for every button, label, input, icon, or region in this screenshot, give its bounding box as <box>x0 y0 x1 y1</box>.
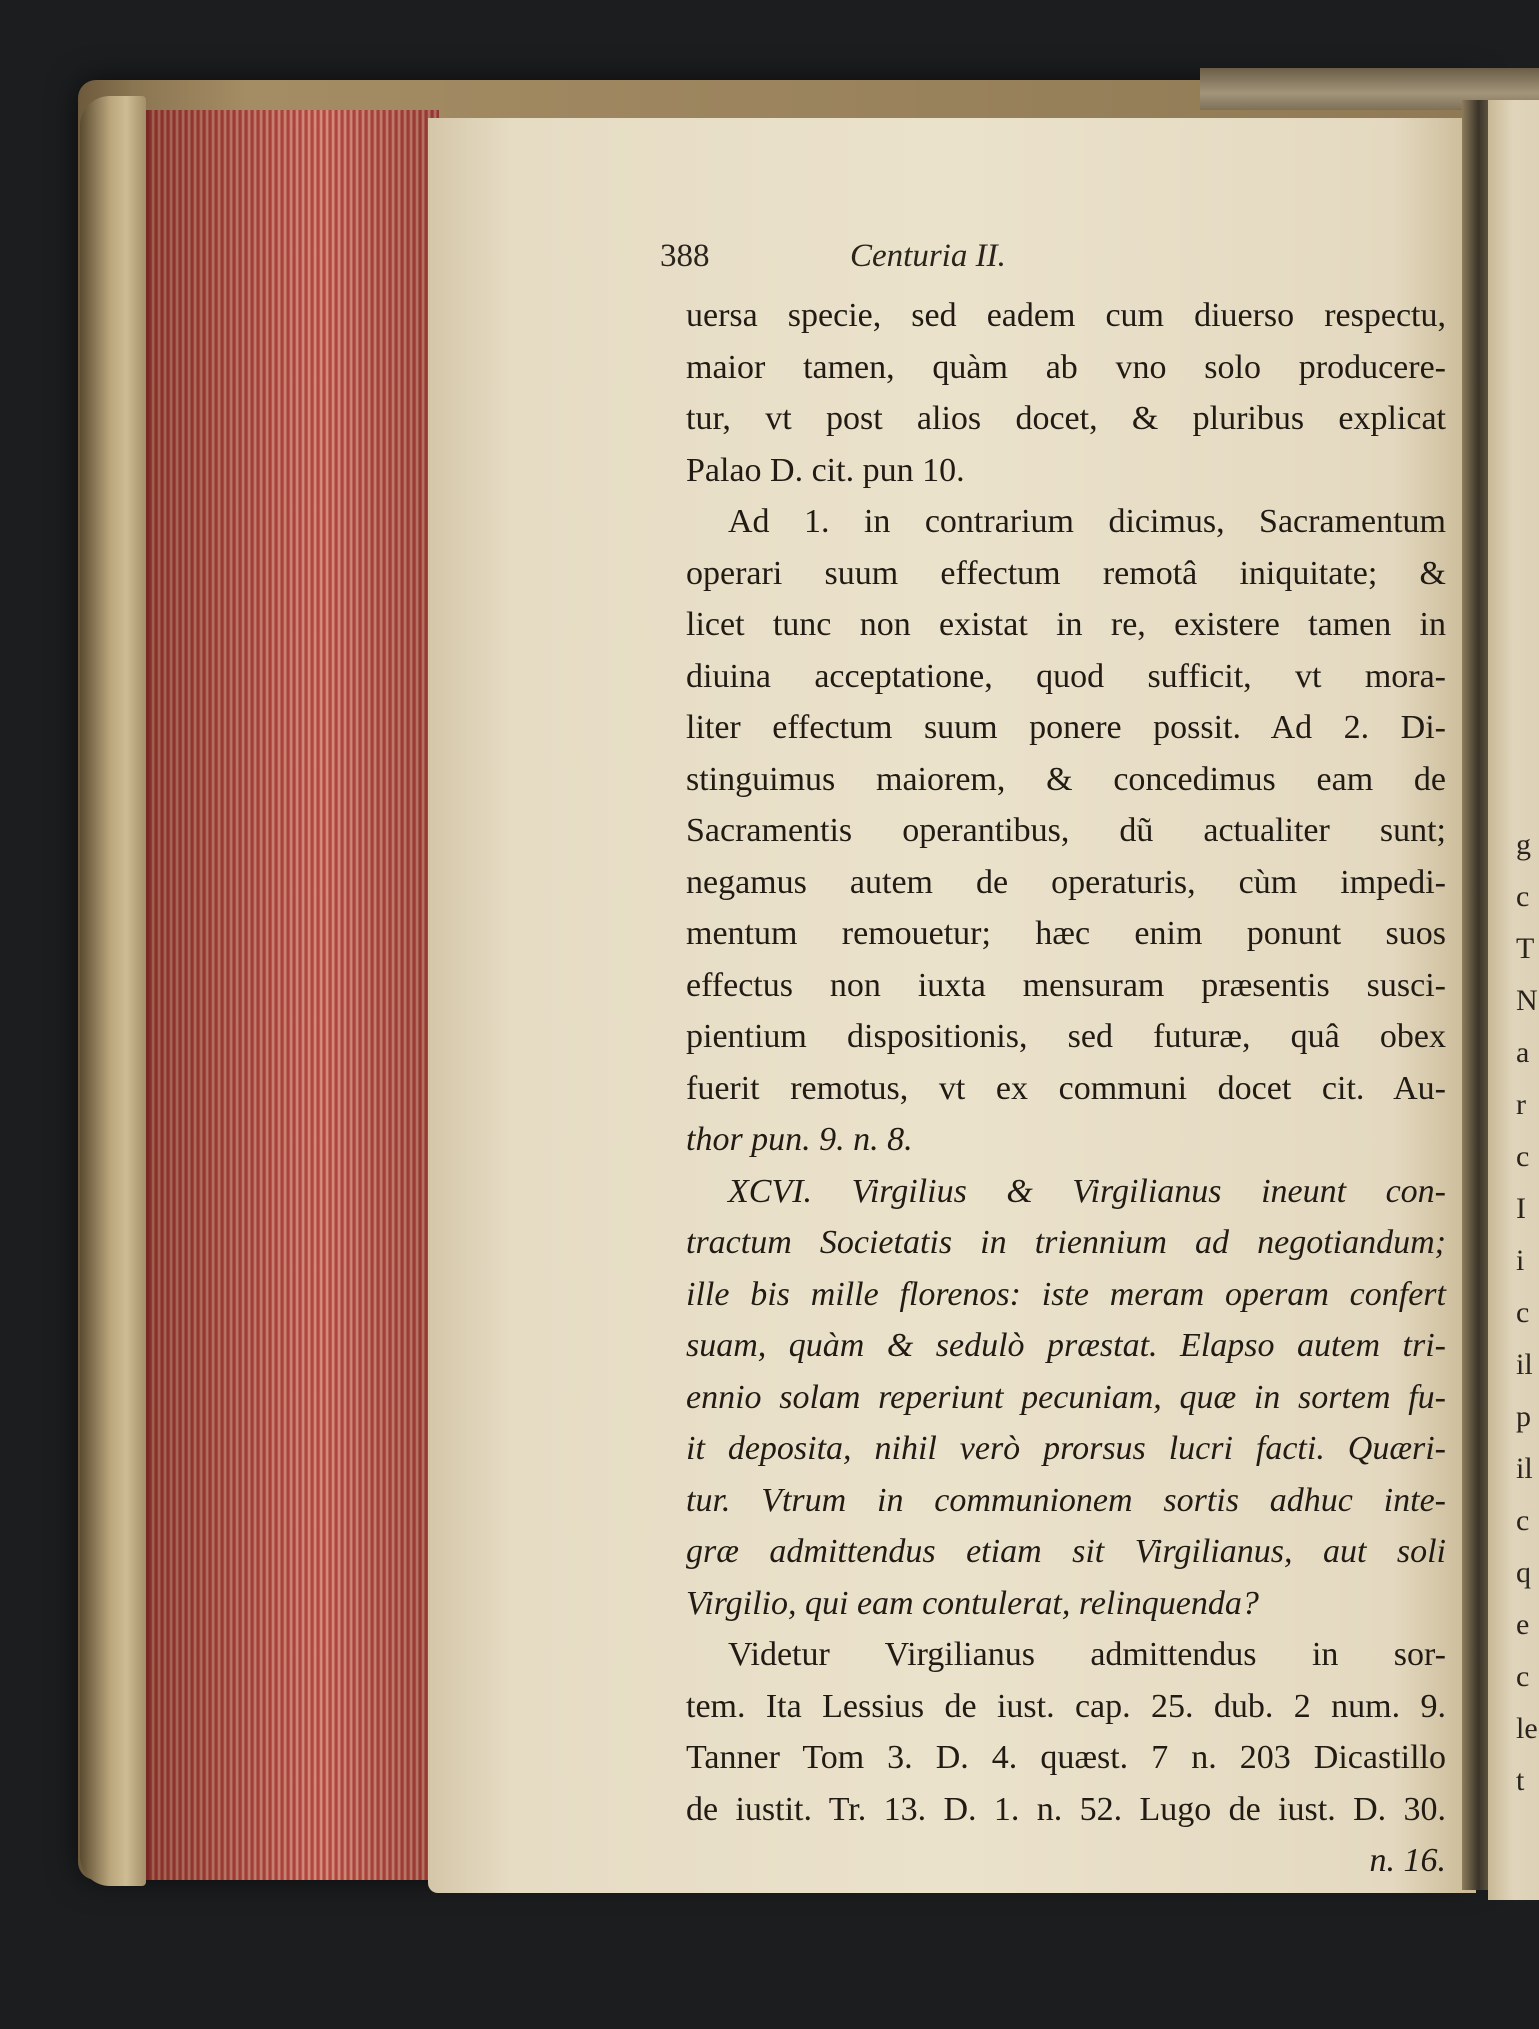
right-page-letter: a <box>1516 1036 1530 1069</box>
text-line: ille bis mille florenos: iste meram operam confert <box>686 1275 1446 1313</box>
text-line: Palao D. cit. pun 10. <box>686 451 965 489</box>
text-line: licet tunc non existat in re, existere tamen in <box>686 606 1446 643</box>
running-head <box>660 238 1460 286</box>
text-line: ennio solam reperiunt pecuniam, quæ in sortem fu- <box>686 1378 1446 1416</box>
right-page-letter: I <box>1516 1192 1526 1225</box>
text-line: n. 16. <box>1369 1842 1446 1879</box>
text-line: liter effectum suum ponere possit. Ad 2. Di- <box>686 709 1446 746</box>
text-line: tractum Societatis in triennium ad negotiandum; <box>686 1224 1446 1261</box>
right-page-letter: N <box>1516 984 1538 1017</box>
right-page-letter: p <box>1516 1400 1531 1433</box>
text-line: Sacramentis operantibus, dũ actualiter sunt; <box>686 812 1446 849</box>
text-line: tem. Ita Lessius de iust. cap. 25. dub. 2 num. 9. <box>686 1687 1446 1725</box>
right-page-letter: i <box>1516 1244 1525 1277</box>
text-line: de iustit. Tr. 13. D. 1. n. 52. Lugo de iust. D. 30. <box>686 1790 1446 1828</box>
text-line: tur, vt post alios docet, & pluribus explicat <box>686 400 1446 437</box>
right-page-letter: le <box>1516 1712 1538 1745</box>
text-line: pientium dispositionis, sed futuræ, quâ obex <box>686 1018 1446 1055</box>
right-page-letter: c <box>1516 1140 1530 1173</box>
text-line: XCVI. Virgilius & Virgilianus ineunt con- <box>728 1172 1446 1210</box>
right-page-letter: t <box>1516 1764 1525 1797</box>
text-line: diuina acceptatione, quod sufficit, vt mora- <box>686 657 1446 695</box>
red-page-edges <box>146 110 439 1880</box>
text-line: Tanner Tom 3. D. 4. quæst. 7 n. 203 Dicastillo <box>686 1739 1446 1776</box>
text-line: Virgilio, qui eam contulerat, relinquenda? <box>686 1584 1259 1622</box>
right-page-letter: T <box>1516 932 1535 965</box>
right-page-letter: c <box>1516 880 1530 913</box>
text-line: Videtur Virgilianus admittendus in sor- <box>728 1636 1446 1673</box>
text-line: operari suum effectum remotâ iniquitate; & <box>686 554 1446 592</box>
right-page-letter: il <box>1516 1348 1533 1381</box>
text-line: mentum remouetur; hæc enim ponunt suos <box>686 915 1446 952</box>
text-line: thor pun. 9. n. 8. <box>686 1121 913 1158</box>
right-page-letter: c <box>1516 1504 1530 1537</box>
text-line: negamus autem de operaturis, cùm impedi- <box>686 863 1446 901</box>
right-page-letter: e <box>1516 1608 1530 1641</box>
text-line: maior tamen, quàm ab vno solo producere- <box>686 348 1446 386</box>
right-page-letter: il <box>1516 1452 1533 1485</box>
right-page-letter: r <box>1516 1088 1526 1121</box>
text-line: stinguimus maiorem, & concedimus eam de <box>686 760 1446 798</box>
right-page-letter: c <box>1516 1296 1530 1329</box>
text-line: tur. Vtrum in communionem sortis adhuc inte- <box>686 1481 1446 1519</box>
text-line: effectus non iuxta mensuram præsentis susci- <box>686 966 1446 1004</box>
book-spine <box>80 96 146 1886</box>
text-line: suam, quàm & sedulò præstat. Elapso autem tri- <box>686 1327 1446 1364</box>
text-line: fuerit remotus, vt ex communi docet cit. Au- <box>686 1069 1446 1107</box>
right-page-letter: q <box>1516 1556 1531 1589</box>
running-title: Centuria II. <box>850 238 1006 274</box>
text-line: Ad 1. in contrarium dicimus, Sacramentum <box>728 503 1446 540</box>
text-line: uersa specie, sed eadem cum diuerso respectu, <box>686 297 1446 334</box>
right-page-letter: g <box>1516 828 1531 861</box>
text-line: græ admittendus etiam sit Virgilianus, aut soli <box>686 1533 1446 1570</box>
right-page-letter: c <box>1516 1660 1530 1693</box>
page-number: 388 <box>660 238 710 274</box>
text-line: it deposita, nihil verò prorsus lucri facti. Quæri- <box>686 1430 1446 1467</box>
